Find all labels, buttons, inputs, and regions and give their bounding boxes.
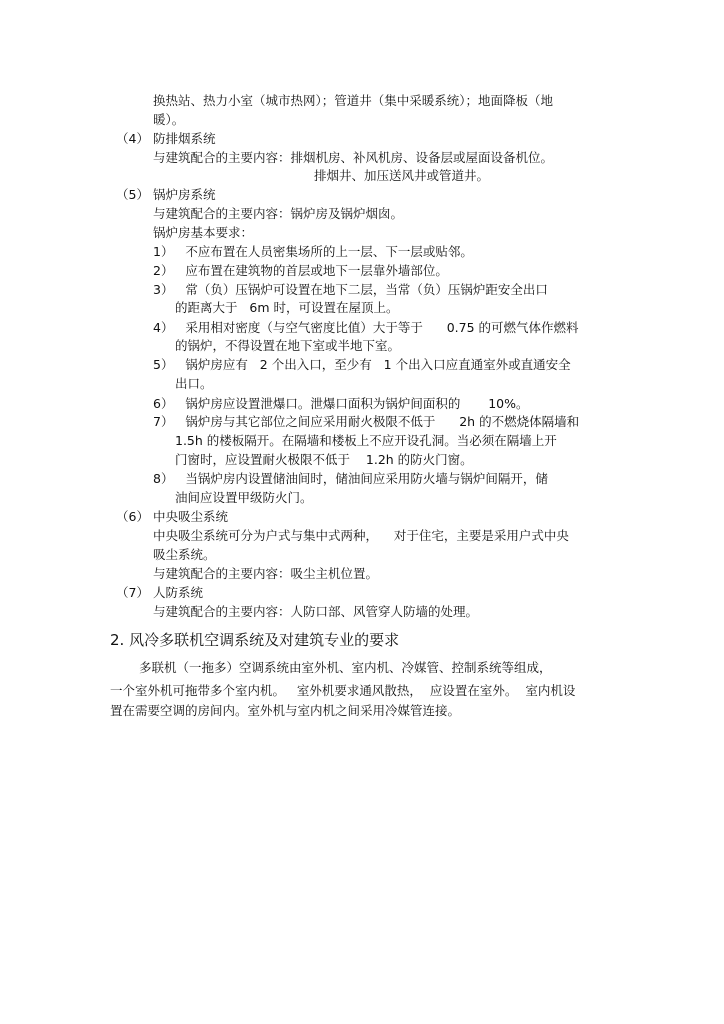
section-4-number: （4） xyxy=(116,131,149,146)
continuation-line-2: 暖）。 xyxy=(153,112,185,127)
section-7-number: （7） xyxy=(116,585,149,600)
boiler-requirement-1: 1） 不应布置在人员密集场所的上一层、下一层或贴邻。 xyxy=(153,244,473,259)
boiler-requirement-5: 5） 锅炉房应有 2 个出入口，至少有 1 个出入口应直通室外或直通安全 xyxy=(153,357,571,372)
section-4-text-2: 排烟井、加压送风井或管道井。 xyxy=(314,168,490,183)
boiler-requirement-6: 6） 锅炉房应设置泄爆口。泄爆口面积为锅炉间面积的 10%。 xyxy=(153,396,529,411)
boiler-requirement-7: 7） 锅炉房与其它部位之间应采用耐火极限不低于 2h 的不燃烧体隔墙和 xyxy=(153,414,580,429)
section-7-title: 人防系统 xyxy=(153,585,204,600)
section-2-paragraph-line-2: 一个室外机可拖带多个室内机。 室外机要求通风散热， 应设置在室外。 室内机设 xyxy=(110,683,576,698)
boiler-requirement-8: 8） 当锅炉房内设置储油间时，储油间应采用防火墙与锅炉间隔开，储 xyxy=(153,471,548,486)
section-7-text-1: 与建筑配合的主要内容：人防口部、风管穿人防墙的处理。 xyxy=(153,604,479,619)
section-5-number: （5） xyxy=(116,187,149,202)
boiler-requirement-3-cont: 的距离大于 6m 时，可设置在屋顶上。 xyxy=(175,300,399,315)
section-4-title: 防排烟系统 xyxy=(153,131,216,146)
section-5-text-2: 锅炉房基本要求： xyxy=(153,225,254,240)
boiler-requirement-7-cont-2: 门窗时，应设置耐火极限不低于 1.2h 的防火门窗。 xyxy=(175,452,473,467)
section-6-title: 中央吸尘系统 xyxy=(153,509,229,524)
section-5-title: 锅炉房系统 xyxy=(153,187,216,202)
section-2-heading: 2. 风冷多联机空调系统及对建筑专业的要求 xyxy=(110,631,400,649)
section-6-text-3: 与建筑配合的主要内容：吸尘主机位置。 xyxy=(153,566,379,581)
boiler-requirement-4: 4） 采用相对密度（与空气密度比值）大于等于 0.75 的可燃气体作燃料 xyxy=(153,320,579,335)
section-2-paragraph-line-3: 置在需要空调的房间内。室外机与室内机之间采用冷媒管连接。 xyxy=(110,703,461,718)
section-6-text-1: 中央吸尘系统可分为户式与集中式两种， 对于住宅，主要是采用户式中央 xyxy=(153,528,569,543)
section-6-number: （6） xyxy=(116,509,149,524)
boiler-requirement-2: 2） 应布置在建筑物的首层或地下一层靠外墙部位。 xyxy=(153,263,448,278)
boiler-requirement-7-cont-1: 1.5h 的楼板隔开。在隔墙和楼板上不应开设孔洞。当必须在隔墙上开 xyxy=(175,433,557,448)
section-2-paragraph-line-1: 多联机（一拖多）空调系统由室外机、室内机、冷媒管、控制系统等组成， xyxy=(139,660,552,675)
section-6-text-2: 吸尘系统。 xyxy=(153,547,216,562)
section-4-text-1: 与建筑配合的主要内容：排烟机房、补风机房、设备层或屋面设备机位。 xyxy=(153,150,554,165)
boiler-requirement-4-cont: 的锅炉，不得设置在地下室或半地下室。 xyxy=(175,338,401,353)
continuation-line-1: 换热站、热力小室（城市热网）；管道井（集中采暖系统）；地面降板（地 xyxy=(153,93,554,108)
section-5-text-1: 与建筑配合的主要内容：锅炉房及锅炉烟囱。 xyxy=(153,206,404,221)
boiler-requirement-8-cont: 油间应设置甲级防火门。 xyxy=(175,490,313,505)
boiler-requirement-3: 3） 常（负）压锅炉可设置在地下二层，当常（负）压锅炉距安全出口 xyxy=(153,282,548,297)
boiler-requirement-5-cont: 出口。 xyxy=(175,376,213,391)
